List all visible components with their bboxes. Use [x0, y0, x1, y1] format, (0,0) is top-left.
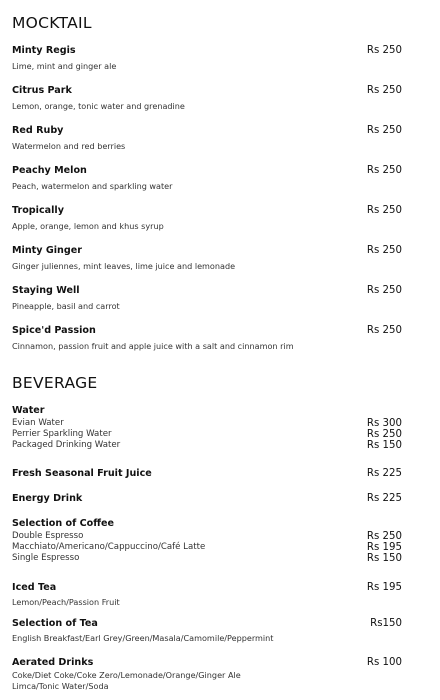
item-name: Citrus Park: [12, 85, 72, 96]
item-name: Aerated Drinks: [12, 657, 94, 668]
item-name: Energy Drink: [12, 493, 83, 504]
item-name: Iced Tea: [12, 582, 57, 593]
sub-item: [12, 553, 402, 564]
item-name: Minty Ginger: [12, 245, 82, 256]
item-price: Rs 250: [366, 285, 402, 296]
sub-item: [12, 418, 402, 429]
sub-item-label: Perrier Sparkling Water: [12, 429, 112, 439]
item-description: English Breakfast/Earl Grey/Green/Masala/Camomile/Peppermint: [12, 633, 274, 643]
menu-item-red-ruby: [12, 125, 402, 152]
item-price: Rs 250: [366, 125, 402, 136]
item-price: Rs 195: [366, 582, 402, 593]
item-price: Rs 250: [366, 205, 402, 216]
menu-item-citrus-park: [12, 85, 402, 112]
item-description: Lime, mint and ginger ale: [12, 61, 117, 71]
sub-item-label: Macchiato/Americano/Cappuccino/Café Latte: [12, 542, 206, 552]
item-price: Rs 100: [366, 657, 402, 668]
item-description: Cinnamon, passion fruit and apple juice with a salt and cinnamon rim: [12, 341, 294, 351]
item-name: Water: [12, 405, 45, 416]
sub-item-label: Packaged Drinking Water: [12, 440, 121, 450]
menu-item-energy-drink: [12, 493, 402, 505]
menu-item-staying-well: [12, 285, 402, 312]
sub-item-price: Rs 195: [366, 542, 402, 553]
beverage-section-title: BEVERAGE: [12, 374, 98, 392]
menu-item-minty-ginger: [12, 245, 402, 272]
sub-item-price: Rs 300: [366, 418, 402, 429]
sub-item-price: Rs 250: [366, 531, 402, 542]
menu-item-water: [12, 405, 402, 451]
sub-item-label: Evian Water: [12, 418, 64, 428]
item-price: Rs 225: [366, 468, 402, 479]
item-name: Staying Well: [12, 285, 80, 296]
menu-item-minty-regis: [12, 45, 402, 72]
item-description: Pineapple, basil and carrot: [12, 301, 120, 311]
item-name: Spice'd Passion: [12, 325, 96, 336]
menu-item-aerated-drinks: [12, 657, 402, 692]
item-price: Rs 250: [366, 85, 402, 96]
item-description: Lemon/Peach/Passion Fruit: [12, 597, 120, 607]
sub-item: [12, 429, 402, 440]
item-description: Peach, watermelon and sparkling water: [12, 181, 173, 191]
item-description: Watermelon and red berries: [12, 141, 126, 151]
item-description: Limca/Tonic Water/Soda: [12, 681, 109, 691]
item-description: Apple, orange, lemon and khus syrup: [12, 221, 164, 231]
sub-item: [12, 531, 402, 542]
sub-item-price: Rs 150: [366, 553, 402, 564]
item-price: Rs 225: [366, 493, 402, 504]
sub-item: [12, 440, 402, 451]
item-name: Red Ruby: [12, 125, 64, 136]
item-description: Lemon, orange, tonic water and grenadine: [12, 101, 185, 111]
sub-item-label: Single Espresso: [12, 553, 80, 563]
menu-item-iced-tea: [12, 582, 402, 608]
mocktail-section-title: MOCKTAIL: [12, 14, 92, 32]
item-name: Peachy Melon: [12, 165, 87, 176]
menu-item-spiced-passion: [12, 325, 402, 352]
sub-item-price: Rs 150: [366, 440, 402, 451]
item-name: Minty Regis: [12, 45, 76, 56]
sub-item-label: Double Espresso: [12, 531, 84, 541]
item-price: Rs 250: [366, 245, 402, 256]
sub-item-price: Rs 250: [366, 429, 402, 440]
menu-item-coffee: [12, 518, 402, 564]
item-price: Rs 250: [366, 45, 402, 56]
item-name: Tropically: [12, 205, 64, 216]
item-name: Selection of Tea: [12, 618, 98, 629]
menu-item-peachy-melon: [12, 165, 402, 192]
item-price: Rs 250: [366, 325, 402, 336]
item-price: Rs150: [370, 618, 402, 629]
item-description: Ginger juliennes, mint leaves, lime juice and lemonade: [12, 261, 236, 271]
menu-item-tropically: [12, 205, 402, 232]
item-name: Fresh Seasonal Fruit Juice: [12, 468, 152, 479]
item-description: Coke/Diet Coke/Coke Zero/Lemonade/Orange/Ginger Ale: [12, 670, 241, 680]
item-price: Rs 250: [366, 165, 402, 176]
item-name: Selection of Coffee: [12, 518, 115, 529]
menu-item-tea: [12, 618, 402, 644]
sub-item: [12, 542, 402, 553]
menu-item-fresh-juice: [12, 468, 402, 480]
